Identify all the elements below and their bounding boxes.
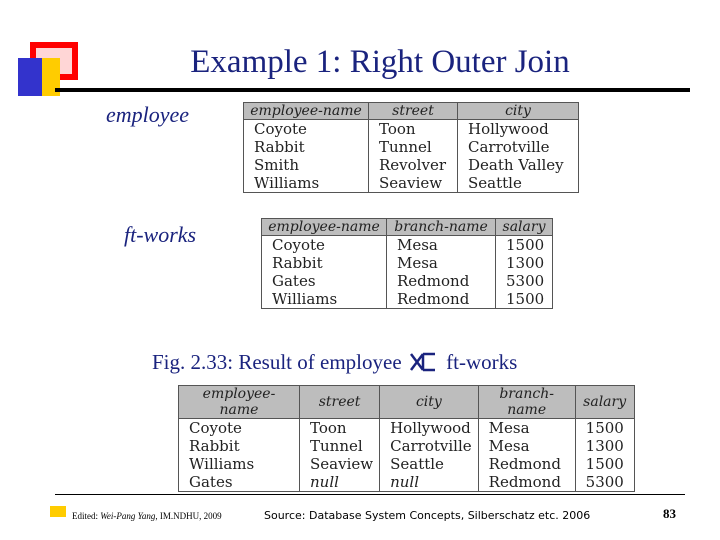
table-cell: 1500 xyxy=(496,236,553,255)
footer-accent xyxy=(50,506,66,517)
table-cell: Williams xyxy=(262,290,387,309)
column-header: street xyxy=(369,103,458,120)
caption-prefix: Fig. 2.33: Result of employee xyxy=(152,350,402,374)
table-cell: Tunnel xyxy=(300,437,380,455)
table-cell: Gates xyxy=(262,272,387,290)
table-row xyxy=(262,254,553,272)
table-cell: Coyote xyxy=(244,120,369,139)
table-row xyxy=(244,156,579,174)
ft-works-table xyxy=(261,218,553,309)
table-cell: Rabbit xyxy=(244,138,369,156)
table-row xyxy=(262,290,553,309)
footer-editor xyxy=(72,511,222,521)
column-header: branch-name xyxy=(478,386,575,419)
result-table xyxy=(178,385,635,492)
right-outer-join-icon xyxy=(409,352,439,378)
table-cell: Redmond xyxy=(478,455,575,473)
table-cell: Death Valley xyxy=(458,156,579,174)
table-cell: 1500 xyxy=(575,455,634,473)
table-cell: 5300 xyxy=(496,272,553,290)
table-cell: Williams xyxy=(244,174,369,193)
decor-square-blue xyxy=(18,58,42,96)
table-cell: 1500 xyxy=(575,419,634,438)
column-header: salary xyxy=(575,386,634,419)
table-row xyxy=(244,174,579,193)
table-row xyxy=(262,272,553,290)
table-cell: Mesa xyxy=(387,236,496,255)
slide-title: Example 1: Right Outer Join xyxy=(190,44,570,80)
title-underline xyxy=(55,88,690,92)
table-cell: Hollywood xyxy=(458,120,579,139)
table-cell: Mesa xyxy=(387,254,496,272)
footer-rule xyxy=(55,494,685,495)
table-cell: 5300 xyxy=(575,473,634,492)
ft-works-label: ft-works xyxy=(124,222,197,247)
result-caption xyxy=(152,350,517,378)
caption-suffix: ft-works xyxy=(446,350,518,374)
column-header: city xyxy=(458,103,579,120)
column-header: employee-name xyxy=(244,103,369,120)
table-cell: Redmond xyxy=(387,290,496,309)
table-cell: 1300 xyxy=(496,254,553,272)
column-header: branch-name xyxy=(387,219,496,236)
table-cell: null xyxy=(300,473,380,492)
column-header: employee-name xyxy=(179,386,300,419)
table-cell: Mesa xyxy=(478,437,575,455)
table-cell: Redmond xyxy=(387,272,496,290)
table-cell: Williams xyxy=(179,455,300,473)
table-cell: 1500 xyxy=(496,290,553,309)
table-row xyxy=(179,437,635,455)
table-cell: Seattle xyxy=(458,174,579,193)
table-cell: Smith xyxy=(244,156,369,174)
footer-edited-prefix: Edited: xyxy=(72,511,98,521)
table-cell: Rabbit xyxy=(262,254,387,272)
table-cell: Hollywood xyxy=(380,419,479,438)
table-cell: Carrotville xyxy=(380,437,479,455)
table-cell: Revolver xyxy=(369,156,458,174)
table-cell: Coyote xyxy=(179,419,300,438)
table-row xyxy=(244,138,579,156)
table-row xyxy=(262,236,553,255)
column-header: salary xyxy=(496,219,553,236)
table-cell: Gates xyxy=(179,473,300,492)
table-row xyxy=(179,473,635,492)
employee-table xyxy=(243,102,579,193)
column-header: street xyxy=(300,386,380,419)
table-cell: Seaview xyxy=(300,455,380,473)
footer-author: Wei-Pang Yang xyxy=(100,511,156,521)
table-cell: Toon xyxy=(300,419,380,438)
table-cell: null xyxy=(380,473,479,492)
footer-source: Source: Database System Concepts, Silberschatz etc. 2006 xyxy=(264,509,591,522)
column-header: city xyxy=(380,386,479,419)
table-cell: Carrotville xyxy=(458,138,579,156)
table-cell: Seattle xyxy=(380,455,479,473)
table-cell: Tunnel xyxy=(369,138,458,156)
table-cell: Rabbit xyxy=(179,437,300,455)
table-row xyxy=(179,419,635,438)
table-cell: Seaview xyxy=(369,174,458,193)
table-cell: Mesa xyxy=(478,419,575,438)
column-header: employee-name xyxy=(262,219,387,236)
table-cell: 1300 xyxy=(575,437,634,455)
table-cell: Coyote xyxy=(262,236,387,255)
page-number: 83 xyxy=(663,506,676,521)
employee-label: employee xyxy=(106,102,190,127)
footer-affiliation: , IM.NDHU, 2009 xyxy=(155,511,222,521)
table-cell: Redmond xyxy=(478,473,575,492)
table-row xyxy=(179,455,635,473)
table-cell: Toon xyxy=(369,120,458,139)
table-row xyxy=(244,120,579,139)
